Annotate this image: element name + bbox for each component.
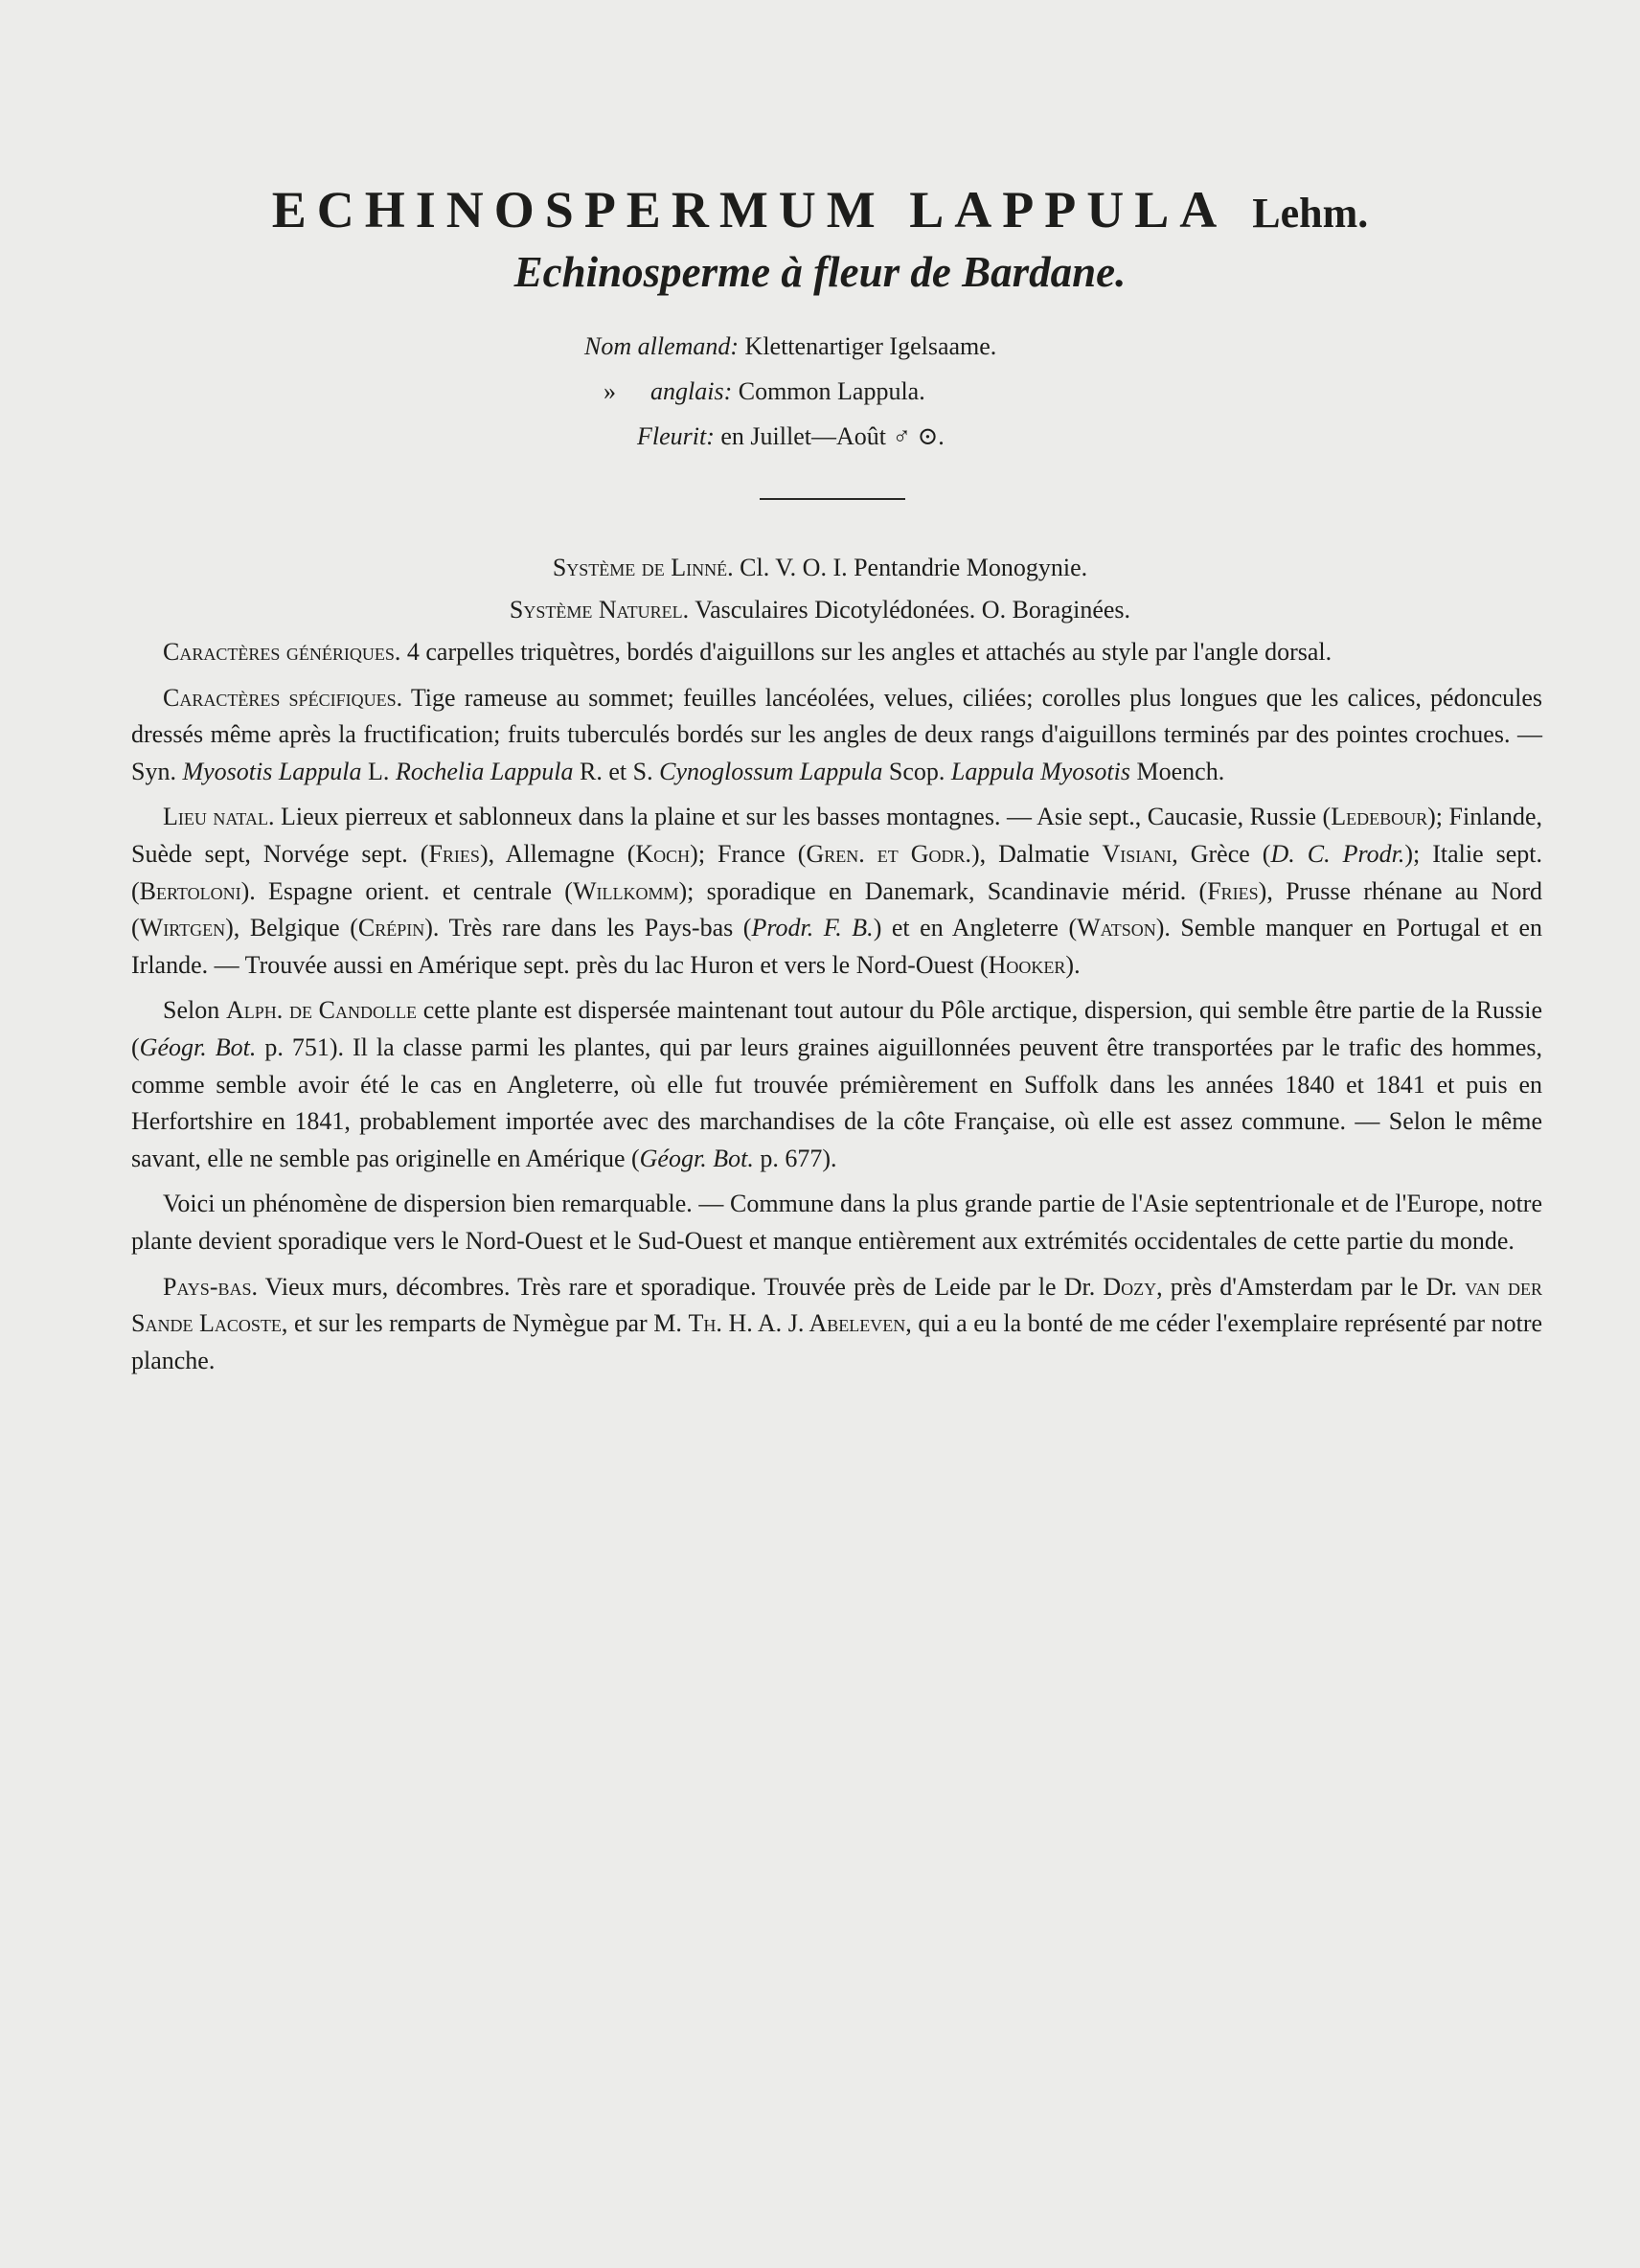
citation: Visiani [1102,839,1173,868]
text-run: , qui a eu la bonté de me céder l'exemplaire représenté par notre planche. [131,1309,1543,1374]
text-run: , près d'Amsterdam par le Dr. [1156,1272,1458,1301]
generic-characters-paragraph [131,634,1542,671]
citation: Fries [428,839,480,868]
synonym-author: Scop. [888,757,945,785]
native-range-paragraph [131,799,1542,984]
synonym-author: Moench. [1136,757,1225,785]
text-run: ). Très rare dans les Pays-bas ( [424,914,752,942]
text-run: ); Finlande, Suède sept, Norvége sept. ( [131,803,1543,868]
text-run: ) et en Angleterre ( [873,914,1078,942]
citation: Crépin [357,914,425,942]
english-value: Common Lappula. [738,377,925,405]
text-run: ), Allemagne ( [479,839,636,868]
french-name: Echinosperme à fleur de Bardane. [513,248,1127,296]
citation: Prodr. F. B. [751,914,874,942]
synonym: Lappula Myosotis [950,757,1130,785]
citation: Fries [1207,876,1259,905]
citation: Watson [1077,914,1156,942]
text-run: , Grèce ( [1172,839,1271,868]
flowering-label: Fleurit: [637,422,715,450]
german-name-row [584,324,1255,369]
synonym: Rochelia Lappula [395,757,574,785]
citation: Alph. de Candolle [225,996,417,1025]
netherlands-paragraph [131,1269,1542,1380]
specific-characters-label: Caractères spécifiques. [163,683,403,712]
text-run: Lieux pierreux et sablonneux dans la plaine et sur les basses montagnes. — Asie sept., Caucasie, Russie ( [281,803,1332,831]
vernacular-names [584,324,1255,459]
synonym: Myosotis Lappula [182,757,362,785]
text-run: p. 677). [760,1144,837,1172]
natural-label: Système Naturel. [509,596,690,624]
divider-rule [760,498,905,500]
generic-characters-text: 4 carpelles triquètres, bordés d'aiguillons sur les angles et attachés au style par l'angle dorsal. [406,638,1332,666]
synonym-author: R. et S. [580,757,653,785]
text-run: ); sporadique en Danemark, Scandinavie mérid. ( [678,876,1208,905]
linnean-label: Système de Linné. [552,554,734,581]
text-run: Vieux murs, décombres. Très rare et sporadique. Trouvée près de Leide par le Dr. [264,1272,1096,1301]
species-title [0,180,1640,239]
netherlands-label: Pays-bas. [163,1272,258,1301]
dispersion-paragraph: Voici un phénomène de dispersion bien remarquable. — Commune dans la plus grande partie de l'Asie septentrionale et de l'Europe, notre plante devient sporadique vers le Nord-Ouest et le Sud-Ouest et manque entièrement aux extrémités occidentales de cette partie du monde. [131,1190,1542,1255]
german-value: Klettenartiger Igelsaame. [744,332,997,360]
text-run: ), Prusse rhénane au Nord ( [131,876,1543,942]
flowering-value: en Juillet—Août ♂ ⊙. [720,422,945,450]
text-run: Selon [163,996,220,1025]
citation: Gren. et Godr. [806,839,971,868]
generic-characters-label: Caractères génériques. [163,638,401,666]
text-run: , et sur les remparts de Nymègue par M. [281,1309,682,1338]
english-name-row [584,369,1255,414]
text-run: ); Italie sept. ( [131,839,1543,905]
citation: Koch [635,839,691,868]
text-run: p. 751). Il la classe parmi les plantes, qui par leurs graines aiguillonnées peuvent être transportées par le trafic des hommes, comme semble avoir été le cas en Angleterre, où elle fut trouvée prémièrement en Suffolk dans les années 1840 et 1841 et puis en Herfortshire en 1841, probablement importée avec des marchandises de la côte Française, où elle est assez commune. — Selon le même savant, elle ne semble pas originelle en Amérique ( [131,1032,1543,1172]
text-run: ). Semble manquer en Portugal et en Irlande. — Trouvée aussi en Amérique sept. près du lac Huron et vers le Nord-Ouest ( [131,914,1542,979]
citation: D. C. Prodr. [1270,839,1405,868]
citation: Bertoloni [139,876,241,905]
text-run: ), Dalmatie [971,839,1090,868]
citation: Géogr. Bot. [139,1032,257,1061]
text-run: ). [1065,950,1081,979]
german-label: Nom allemand: [584,332,740,360]
linnean-system [0,554,1640,582]
linnean-value: Cl. V. O. I. Pentandrie Monogynie. [740,554,1088,581]
citation: Wirtgen [139,914,226,942]
text-run: ), Belgique ( [225,914,358,942]
species-author: Lehm. [1252,190,1369,237]
natural-value: Vasculaires Dicotylédonées. O. Boraginées. [695,596,1131,624]
description-body [131,634,1542,1388]
citation: Willkomm [572,876,679,905]
english-label: anglais: [650,377,733,405]
species-name: ECHINOSPERMUM LAPPULA [271,181,1228,238]
citation: Géogr. Bot. [639,1144,754,1172]
text-run: ); France ( [690,839,807,868]
text-run: ). Espagne orient. et centrale ( [240,876,573,905]
native-range-label: Lieu natal. [163,803,275,831]
natural-system [0,596,1640,624]
citation: Th. H. A. J. Abeleven [688,1309,906,1338]
specific-characters-paragraph [131,680,1542,791]
synonym-author: L. [368,757,390,785]
ditto-mark: » [604,377,616,405]
synonym: Cynoglossum Lappula [659,757,883,785]
citation: Hooker [988,950,1066,979]
flowering-row [584,414,1255,459]
text-run: cette plante est dispersée maintenant tout autour du Pôle arctique, dispersion, qui semble être partie de la Russie ( [131,996,1543,1061]
citation: Ledebour [1331,803,1428,831]
specific-characters-text: Tige rameuse au sommet; feuilles lancéolées, velues, ciliées; corolles plus longues que les calices, pédoncules dressés même après la fructification; fruits tuberculés bordés sur les angles de deux rangs d'aiguillons terminés par des pointes crochues. — Syn. [131,683,1542,785]
citation: van der Sande Lacoste [131,1272,1543,1338]
citation: Dozy [1103,1272,1157,1301]
candolle-paragraph [131,992,1542,1177]
